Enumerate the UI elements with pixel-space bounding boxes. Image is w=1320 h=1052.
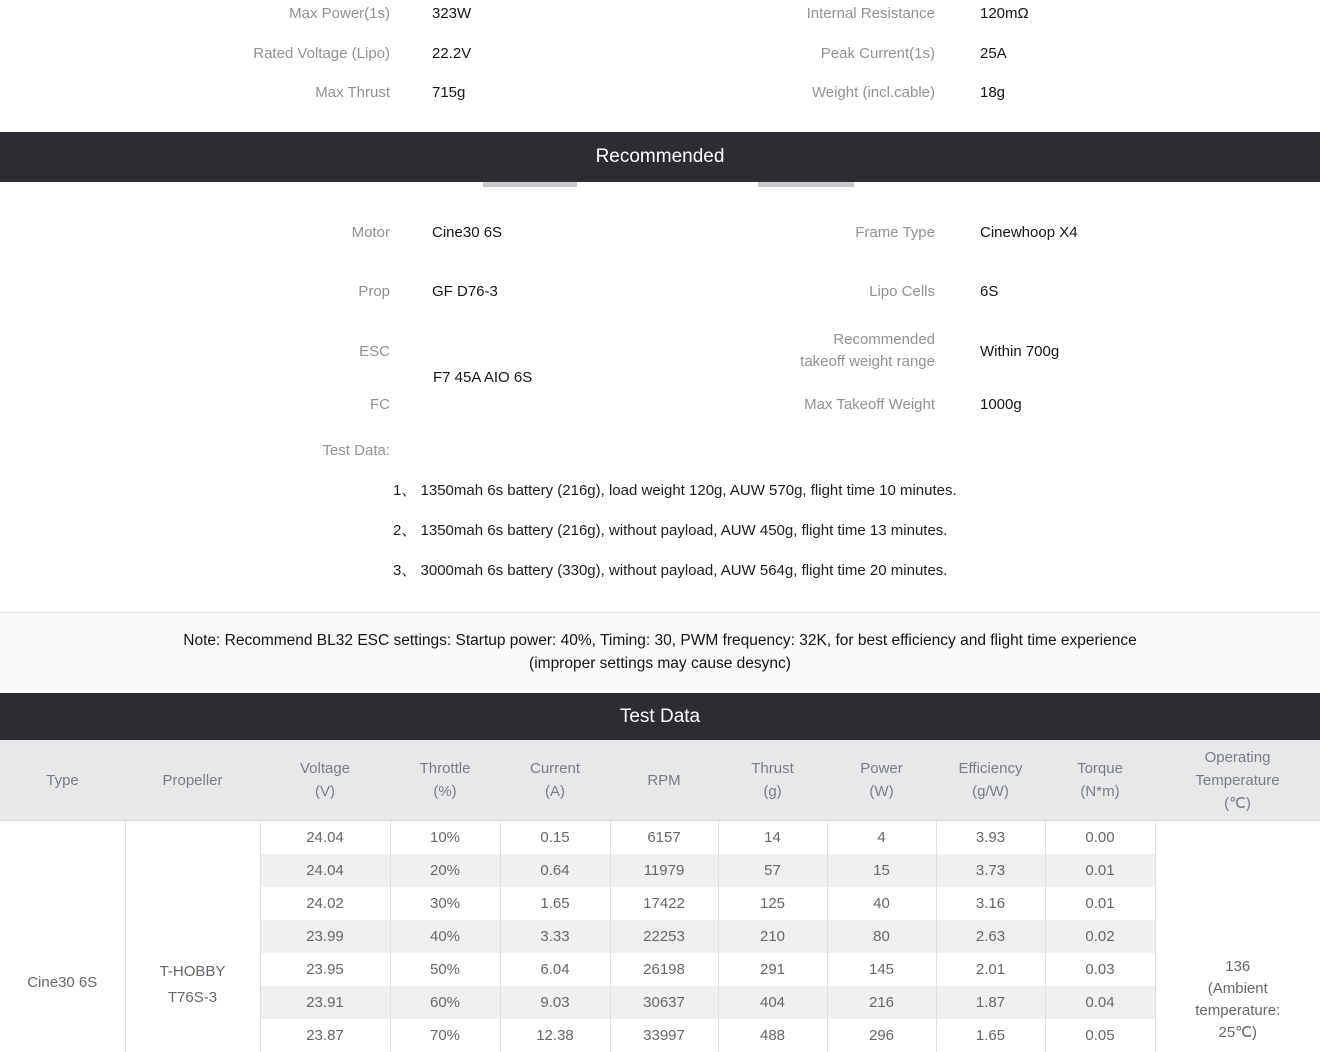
throttle-cell: 10% [390,821,500,855]
flight-test-note-2: 2、 1350mah 6s battery (216g), without payload, AUW 450g, flight time 13 minutes. [393,521,947,541]
voltage-cell: 23.99 [260,920,390,953]
esc-fc-value: F7 45A AIO 6S [433,368,532,388]
torque-cell: 0.01 [1045,887,1155,920]
motor-value: Cine30 6S [432,223,502,243]
test-data-table [0,740,1320,1052]
esc-settings-note [0,612,1320,693]
col-header-throttle: Throttle (%) [390,740,500,821]
power-cell: 4 [827,821,936,855]
flight-test-note-3: 3、 3000mah 6s battery (330g), without payload, AUW 564g, flight time 20 minutes. [393,561,947,581]
max-takeoff-weight-value: 1000g [980,395,1022,415]
current-cell: 1.65 [500,887,610,920]
current-cell: 3.33 [500,920,610,953]
voltage-cell: 23.91 [260,986,390,1019]
current-cell: 9.03 [500,986,610,1019]
efficiency-cell: 3.16 [936,887,1045,920]
efficiency-cell: 1.65 [936,1019,1045,1052]
esc-label: ESC [0,342,390,362]
voltage-cell: 24.04 [260,821,390,855]
col-header-thrust: Thrust (g) [718,740,827,821]
max-power-label: Max Power(1s) [0,4,390,24]
power-cell: 80 [827,920,936,953]
frame-type-value: Cinewhoop X4 [980,223,1078,243]
test-data-table-wrap [0,740,1320,1052]
current-cell: 0.15 [500,821,610,855]
efficiency-cell: 2.01 [936,953,1045,986]
flight-test-note-1: 1、 1350mah 6s battery (216g), load weight 120g, AUW 570g, flight time 10 minutes. [393,481,957,501]
col-header-power: Power (W) [827,740,936,821]
rpm-cell: 33997 [610,1019,718,1052]
torque-cell: 0.03 [1045,953,1155,986]
test-data-label: Test Data: [0,441,390,461]
table-row [0,821,1320,855]
col-header-rpm: RPM [610,740,718,821]
voltage-cell: 24.02 [260,887,390,920]
throttle-cell: 70% [390,1019,500,1052]
esc-settings-note-line1: Note: Recommend BL32 ESC settings: Startup power: 40%, Timing: 30, PWM frequency: 32K, for best efficiency and flight time experience [0,629,1320,652]
takeoff-range-label-line2: takeoff weight range [560,351,935,373]
efficiency-cell: 2.63 [936,920,1045,953]
decorative-segment [758,182,854,187]
decorative-segment [483,182,577,187]
rpm-cell: 30637 [610,986,718,1019]
lipo-cells-value: 6S [980,282,998,302]
throttle-cell: 30% [390,887,500,920]
peak-current-label: Peak Current(1s) [560,44,935,64]
power-cell: 15 [827,854,936,887]
lipo-cells-label: Lipo Cells [560,282,935,302]
max-power-value: 323W [432,4,471,24]
current-cell: 12.38 [500,1019,610,1052]
torque-cell: 0.05 [1045,1019,1155,1052]
power-cell: 216 [827,986,936,1019]
recommended-section-header: Recommended [0,132,1320,182]
fc-label: FC [0,395,390,415]
thrust-cell: 404 [718,986,827,1019]
torque-cell: 0.02 [1045,920,1155,953]
prop-label: Prop [0,282,390,302]
throttle-cell: 60% [390,986,500,1019]
test-data-section-header: Test Data [0,693,1320,740]
thrust-cell: 210 [718,920,827,953]
max-takeoff-weight-label: Max Takeoff Weight [560,395,935,415]
rpm-cell: 17422 [610,887,718,920]
current-cell: 0.64 [500,854,610,887]
voltage-cell: 24.04 [260,854,390,887]
type-cell: Cine30 6S [0,821,125,1052]
rpm-cell: 11979 [610,854,718,887]
thrust-cell: 488 [718,1019,827,1052]
rpm-cell: 26198 [610,953,718,986]
max-thrust-value: 715g [432,83,465,103]
col-header-temperature: Operating Temperature (℃) [1155,740,1320,821]
frame-type-label: Frame Type [560,223,935,243]
col-header-voltage: Voltage (V) [260,740,390,821]
efficiency-cell: 3.93 [936,821,1045,855]
prop-value: GF D76-3 [432,282,498,302]
throttle-cell: 20% [390,854,500,887]
esc-settings-note-line2: (improper settings may cause desync) [0,652,1320,675]
power-cell: 296 [827,1019,936,1052]
rpm-cell: 22253 [610,920,718,953]
takeoff-range-label-line1: Recommended [560,329,935,351]
torque-cell: 0.00 [1045,821,1155,855]
motor-label: Motor [0,223,390,243]
max-thrust-label: Max Thrust [0,83,390,103]
power-cell: 40 [827,887,936,920]
temperature-cell: 136 (Ambient temperature: 25℃) [1155,821,1320,1052]
col-header-torque: Torque (N*m) [1045,740,1155,821]
col-header-current: Current (A) [500,740,610,821]
efficiency-cell: 3.73 [936,854,1045,887]
takeoff-range-value: Within 700g [980,342,1059,362]
power-cell: 145 [827,953,936,986]
torque-cell: 0.04 [1045,986,1155,1019]
internal-resistance-value: 120mΩ [980,4,1029,24]
internal-resistance-label: Internal Resistance [560,4,935,24]
propeller-cell: T-HOBBY T76S-3 [125,821,260,1052]
voltage-cell: 23.87 [260,1019,390,1052]
col-header-efficiency: Efficiency (g/W) [936,740,1045,821]
weight-label: Weight (incl.cable) [560,83,935,103]
voltage-cell: 23.95 [260,953,390,986]
rated-voltage-value: 22.2V [432,44,471,64]
rated-voltage-label: Rated Voltage (Lipo) [0,44,390,64]
peak-current-value: 25A [980,44,1007,64]
torque-cell: 0.01 [1045,854,1155,887]
col-header-type: Type [0,740,125,821]
weight-value: 18g [980,83,1005,103]
thrust-cell: 14 [718,821,827,855]
throttle-cell: 40% [390,920,500,953]
thrust-cell: 57 [718,854,827,887]
thrust-cell: 291 [718,953,827,986]
current-cell: 6.04 [500,953,610,986]
throttle-cell: 50% [390,953,500,986]
efficiency-cell: 1.87 [936,986,1045,1019]
col-header-propeller: Propeller [125,740,260,821]
thrust-cell: 125 [718,887,827,920]
rpm-cell: 6157 [610,821,718,855]
